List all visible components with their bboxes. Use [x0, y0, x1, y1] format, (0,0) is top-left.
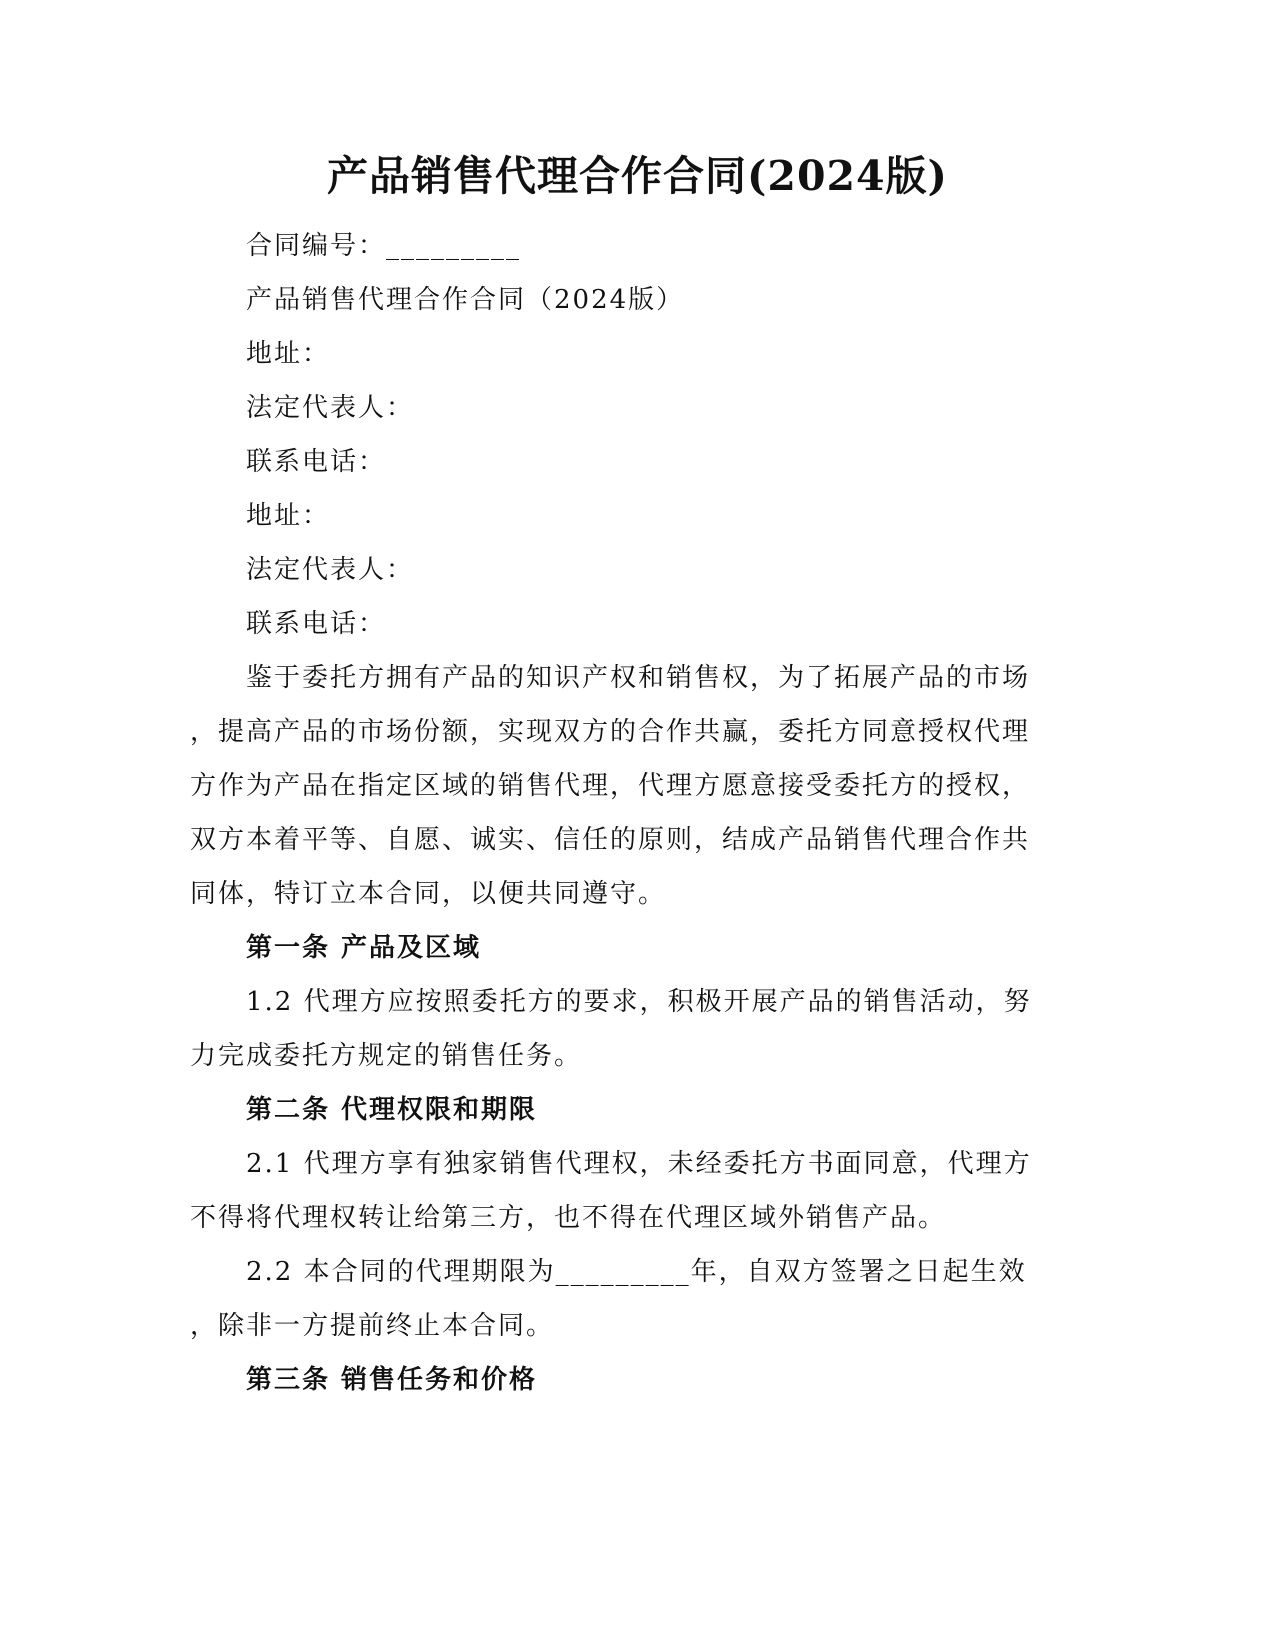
preamble-line: 方作为产品在指定区域的销售代理，代理方愿意接受委托方的授权，: [190, 771, 1031, 801]
preamble-line: 同体，特订立本合同，以便共同遵守。: [190, 879, 667, 909]
preamble-line: ，提高产品的市场份额，实现双方的合作共赢，委托方同意授权代理: [190, 717, 1031, 747]
article-1-heading: 第一条 产品及区域: [246, 933, 482, 963]
clause-1-2-line: 1.2 代理方应按照委托方的要求，积极开展产品的销售活动，努: [246, 987, 1032, 1017]
clause-2-2-line: ，除非一方提前终止本合同。: [190, 1311, 555, 1341]
party-b-phone: 联系电话：: [246, 609, 387, 639]
article-3-heading: 第三条 销售任务和价格: [246, 1365, 538, 1395]
article-2-heading: 第二条 代理权限和期限: [246, 1095, 538, 1125]
contract-name-line: 产品销售代理合作合同（2024版）: [246, 285, 685, 315]
document-title: 产品销售代理合作合同(2024版): [327, 152, 948, 200]
party-b-address: 地址：: [246, 501, 331, 531]
clause-2-1-line: 不得将代理权转让给第三方，也不得在代理区域外销售产品。: [190, 1203, 947, 1233]
party-a-address: 地址：: [246, 339, 331, 369]
party-a-phone: 联系电话：: [246, 447, 387, 477]
preamble-line: 鉴于委托方拥有产品的知识产权和销售权，为了拓展产品的市场: [246, 663, 1031, 693]
party-b-legal-representative: 法定代表人：: [246, 555, 415, 585]
preamble-line: 双方本着平等、自愿、诚实、信任的原则，结成产品销售代理合作共: [190, 825, 1031, 855]
contract-number-line: 合同编号：_________: [246, 231, 522, 261]
clause-2-2-line: 2.2 本合同的代理期限为_________年，自双方签署之日起生效: [246, 1257, 1027, 1287]
party-a-legal-representative: 法定代表人：: [246, 393, 415, 423]
clause-1-2-line: 力完成委托方规定的销售任务。: [190, 1041, 583, 1071]
clause-2-1-line: 2.1 代理方享有独家销售代理权，未经委托方书面同意，代理方: [246, 1149, 1032, 1179]
